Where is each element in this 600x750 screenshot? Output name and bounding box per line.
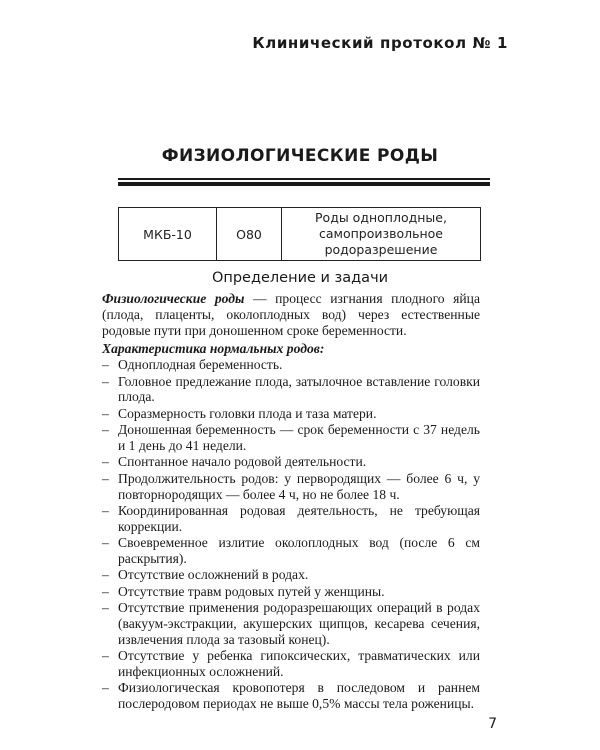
list-item-text: Своевременное излитие околоплодных вод (после 6 см раскрытия). [118, 535, 480, 566]
icd-description-line: родоразрешение [324, 242, 438, 257]
dash-marker: – [102, 454, 109, 470]
running-head: Клинический протокол № 1 [252, 34, 508, 52]
list-item [102, 648, 480, 680]
thin-rule [118, 178, 490, 180]
definition-paragraph [102, 291, 480, 338]
list-item-text: Соразмерность головки плода и таза матери. [118, 405, 377, 421]
list-item-text: Координированная родовая деятельность, не требующая коррекции. [118, 502, 480, 534]
definition-term: Физиологические роды [102, 291, 245, 306]
list-item [102, 374, 480, 406]
dash-marker: – [102, 373, 109, 389]
icd-system-cell: МКБ-10 [119, 208, 217, 261]
section-title: Определение и задачи [211, 270, 389, 286]
list-item-text: Продолжительность родов: у первородящих — более 6 ч, у повторнородящих — более 4 ч, но не более 18 ч. [118, 470, 480, 502]
list-item-text: Отсутствие применения родоразрешающих операций в родах (вакуум-экстракции, акушерских щипцов, кесарева сечения, извлечения плода за тазовый конец). [118, 600, 480, 647]
characteristics-list [102, 357, 480, 712]
icd-description-line: Роды одноплодные, [315, 210, 447, 225]
icd-code-table [118, 207, 481, 261]
list-item-text: Спонтанное начало родовой деятельности. [118, 454, 367, 470]
dash-marker: – [102, 648, 109, 664]
dash-marker: – [102, 422, 109, 438]
list-item-text: Отсутствие осложнений в родах. [118, 567, 309, 583]
icd-description-cell [282, 208, 481, 261]
dash-marker: – [102, 583, 109, 599]
list-item [102, 503, 480, 535]
list-item [102, 357, 480, 373]
dash-marker: – [102, 600, 109, 616]
thick-rule [118, 182, 490, 186]
chapter-title: ФИЗИОЛОГИЧЕСКИЕ РОДЫ [161, 146, 439, 166]
list-item [102, 567, 480, 583]
list-item-text: Головное предлежание плода, затылочное вставление головки плода. [118, 373, 480, 405]
body-text [102, 291, 480, 712]
dash-marker: – [102, 405, 109, 421]
dash-marker: – [102, 567, 109, 583]
list-item [102, 454, 480, 470]
dash-marker: – [102, 357, 109, 373]
characteristics-heading: Характеристика нормальных родов: [102, 341, 325, 357]
dash-marker: – [102, 535, 109, 551]
title-rules [118, 178, 490, 186]
list-item [102, 535, 480, 567]
list-item [102, 600, 480, 647]
icd-code-cell: O80 [217, 208, 282, 261]
list-item [102, 680, 480, 712]
definition-text: — процесс изгнания плодного яйца (плода, плаценты, околоплодных вод) через естественные родовые пути при доношенном сроке беременности. [102, 291, 480, 338]
list-item [102, 584, 480, 600]
dash-marker: – [102, 470, 109, 486]
icd-description-line: самопроизвольное [318, 226, 444, 241]
dash-marker: – [102, 502, 109, 518]
list-item-text: Одноплодная беременность. [118, 357, 283, 373]
list-item-text: Отсутствие травм родовых путей у женщины. [118, 583, 385, 599]
page-number: 7 [488, 716, 497, 732]
list-item [102, 406, 480, 422]
list-item-text: Доношенная беременность — срок беременности с 37 недель и 1 день до 41 недели. [118, 422, 480, 453]
list-item-text: Физиологическая кровопотеря в последовом и раннем послеродовом периодах не выше 0,5% массы тела роженицы. [118, 680, 480, 712]
list-item-text: Отсутствие у ребенка гипоксических, травматических или инфекционных осложнений. [118, 648, 480, 679]
icd-code-row [119, 208, 481, 261]
list-item [102, 471, 480, 503]
dash-marker: – [102, 680, 109, 696]
list-item [102, 422, 480, 454]
